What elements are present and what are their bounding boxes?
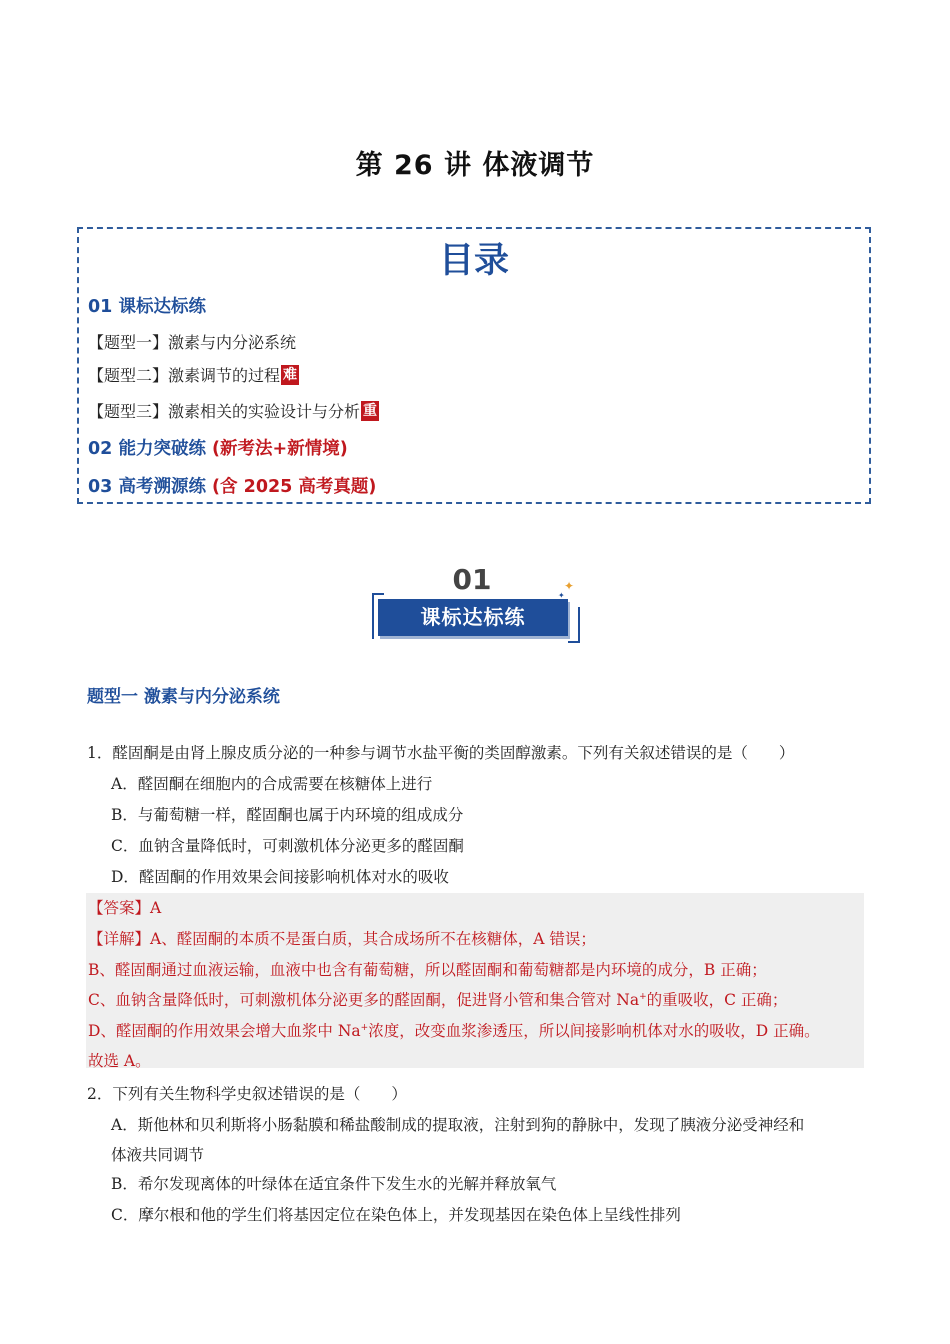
sparkle-icon: ✦ [558, 591, 565, 600]
answer-text: 浓度，改变血浆渗透压，所以间接影响机体对水的吸收，D 正确。 [368, 1022, 820, 1040]
question-2-option-a-cont: 体液共同调节 [111, 1146, 205, 1164]
toc-item-label: 【题型一】激素与内分泌系统 [88, 333, 297, 352]
answer-detail-4 [88, 1019, 820, 1041]
section-banner [372, 563, 580, 643]
bracket-right-decoration [568, 607, 580, 643]
question-2-option-b: B．希尔发现离体的叶绿体在适宜条件下发生水的光解并释放氧气 [111, 1175, 557, 1193]
toc-section-note: (含 2025 高考真题) [212, 477, 377, 497]
toc-item-label: 【题型二】激素调节的过程 [88, 366, 281, 385]
answer-text: 的重吸收，C 正确； [646, 991, 788, 1009]
page-title: 第 26 讲 体液调节 [355, 150, 595, 181]
question-2-stem: 2．下列有关生物科学史叙述错误的是（ ） [87, 1085, 407, 1103]
answer-box [86, 893, 864, 1068]
toc-section-3[interactable] [88, 473, 376, 498]
question-1-option-c: C．血钠含量降低时，可刺激机体分泌更多的醛固酮 [111, 837, 464, 855]
table-of-contents [77, 227, 871, 504]
sparkle-icon: ✦ [564, 579, 575, 593]
banner-label: 课标达标练 [378, 599, 568, 636]
answer-detail-2: B、醛固酮通过血液运输，血液中也含有葡萄糖，所以醛固酮和葡萄糖都是内环境的成分，B 正确； [88, 961, 767, 979]
section-title: 题型一 激素与内分泌系统 [87, 687, 280, 707]
question-1-option-d: D．醛固酮的作用效果会间接影响机体对水的吸收 [111, 868, 449, 886]
toc-item-3[interactable] [88, 399, 379, 422]
superscript: + [360, 1022, 369, 1033]
answer-text: C、血钠含量降低时，可刺激机体分泌更多的醛固酮，促进肾小管和集合管对 Na [88, 991, 640, 1009]
toc-section-label: 02 能力突破练 [88, 439, 213, 459]
question-2-option-a: A．斯他林和贝利斯将小肠黏膜和稀盐酸制成的提取液，注射到狗的静脉中，发现了胰液分泌受神经和 [111, 1116, 805, 1134]
superscript: + [639, 991, 647, 1002]
banner-number: 01 [452, 563, 492, 596]
question-2-option-c: C．摩尔根和他的学生们将基因定位在染色体上，并发现基因在染色体上呈线性排列 [111, 1206, 681, 1224]
importance-badge: 重 [363, 403, 378, 419]
answer-line: 【答案】A [88, 899, 162, 917]
toc-section-1[interactable]: 01 课标达标练 [88, 297, 206, 317]
toc-item-2[interactable] [88, 363, 299, 386]
answer-detail-1: 【详解】A、醛固酮的本质不是蛋白质，其合成场所不在核糖体，A 错误； [88, 930, 596, 948]
toc-section-label: 03 高考溯源练 [88, 477, 213, 497]
toc-section-note: (新考法+新情境) [212, 439, 348, 459]
difficulty-badge: 难 [283, 367, 298, 383]
answer-conclusion: 故选 A。 [88, 1052, 151, 1070]
toc-section-2[interactable] [88, 435, 348, 460]
question-1-option-b: B．与葡萄糖一样，醛固酮也属于内环境的组成成分 [111, 806, 464, 824]
toc-item-1[interactable] [88, 330, 296, 353]
answer-text: D、醛固酮的作用效果会增大血浆中 Na [88, 1022, 361, 1040]
answer-detail-3 [88, 988, 787, 1010]
toc-heading: 目录 [438, 241, 509, 281]
toc-item-label: 【题型三】激素相关的实验设计与分析 [88, 402, 361, 421]
question-1-stem: 1．醛固酮是由肾上腺皮质分泌的一种参与调节水盐平衡的类固醇激素。下列有关叙述错误的是（ ） [87, 744, 795, 762]
question-1-option-a: A．醛固酮在细胞内的合成需要在核糖体上进行 [111, 775, 433, 793]
